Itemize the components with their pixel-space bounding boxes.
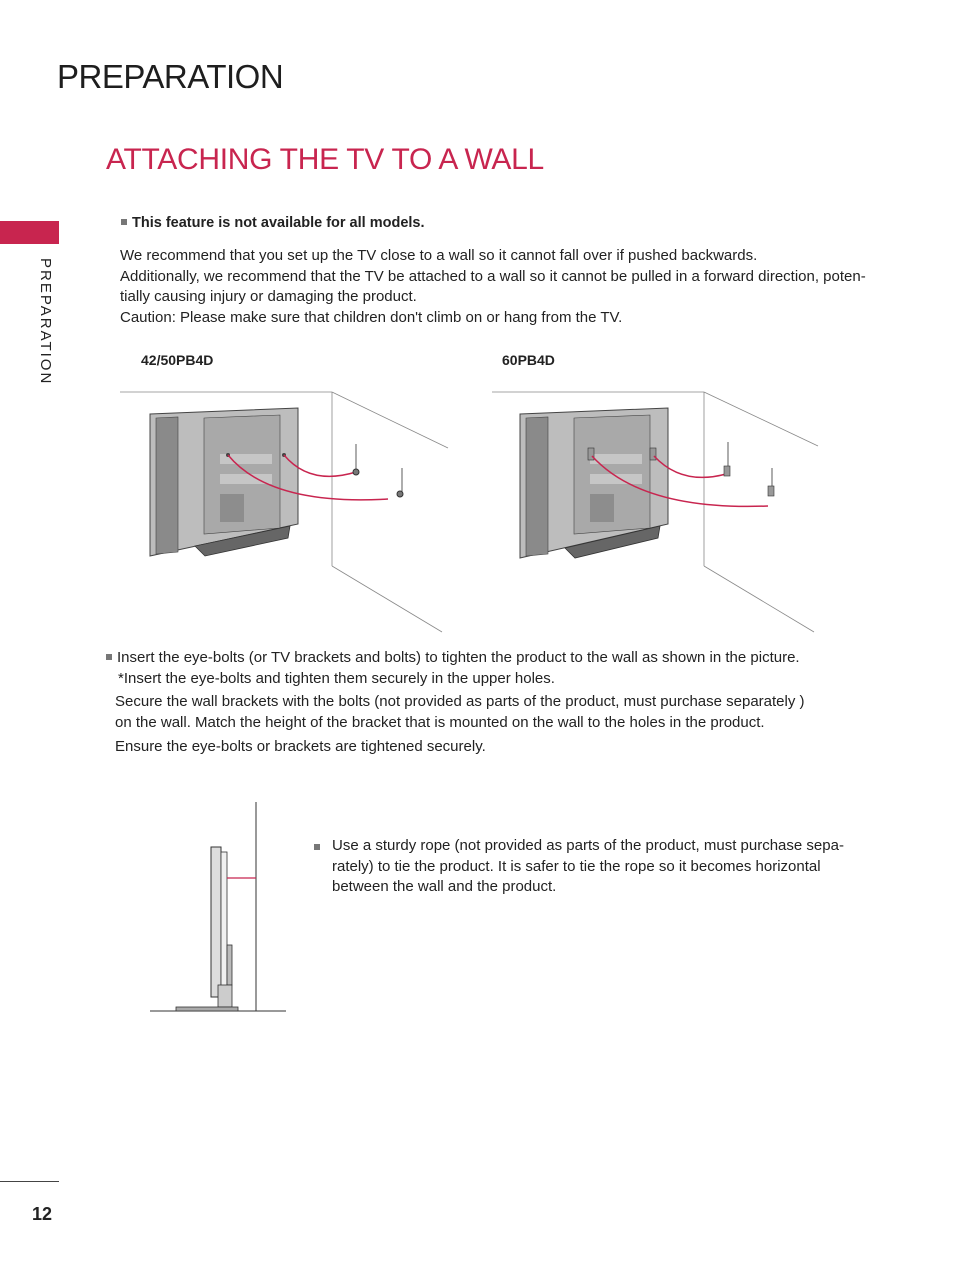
side-tab-marker <box>0 221 59 244</box>
intro-line: tially causing injury or damaging the product. <box>120 288 417 305</box>
rope-note-line: Use a sturdy rope (not provided as parts of the product, must purchase sepa- <box>332 837 844 854</box>
rope-note <box>314 836 862 898</box>
bullet-icon <box>106 654 112 660</box>
side-tab-label: PREPARATION <box>37 258 54 386</box>
instruction-line <box>106 648 886 669</box>
intro-paragraph <box>120 246 890 328</box>
model-label-a: 42/50PB4D <box>141 352 214 368</box>
tv-wall-illustration-b <box>492 386 827 636</box>
instructions <box>106 648 886 758</box>
bullet-icon <box>314 844 320 850</box>
page-number: 12 <box>32 1204 53 1224</box>
tv-side-view-illustration <box>148 800 288 1015</box>
rope-note-line: between the wall and the product. <box>332 878 557 895</box>
rope-note-line: rately) to tie the product. It is safer to tie the rope so it becomes horizontal <box>332 857 821 875</box>
instruction-line: *Insert the eye-bolts and tighten them securely in the upper holes. <box>118 669 555 687</box>
instruction-line: Ensure the eye-bolts or brackets are tightened securely. <box>115 738 486 755</box>
section-title: ATTACHING THE TV TO A WALL <box>106 143 544 176</box>
bullet-icon <box>121 219 127 225</box>
availability-note <box>121 215 425 231</box>
instruction-line: on the wall. Match the height of the bracket that is mounted on the wall to the holes in the product. <box>115 713 765 731</box>
tv-wall-illustration-a <box>120 386 455 636</box>
intro-line: Additionally, we recommend that the TV be attached to a wall so it cannot be pulled in a forward direction, poten- <box>120 267 866 285</box>
footer-rule <box>0 1181 59 1182</box>
intro-line: We recommend that you set up the TV close to a wall so it cannot fall over if pushed backwards. <box>120 247 758 264</box>
instruction-line: Secure the wall brackets with the bolts (not provided as parts of the product, must purchase separately ) <box>115 693 805 710</box>
availability-note-text: This feature is not available for all models. <box>132 215 425 231</box>
model-label-b: 60PB4D <box>502 352 555 368</box>
instruction-line-text: Insert the eye-bolts (or TV brackets and bolts) to tighten the product to the wall as shown in the picture. <box>117 649 800 666</box>
page-title: PREPARATION <box>57 58 284 95</box>
intro-line: Caution: Please make sure that children don't climb on or hang from the TV. <box>120 308 623 326</box>
